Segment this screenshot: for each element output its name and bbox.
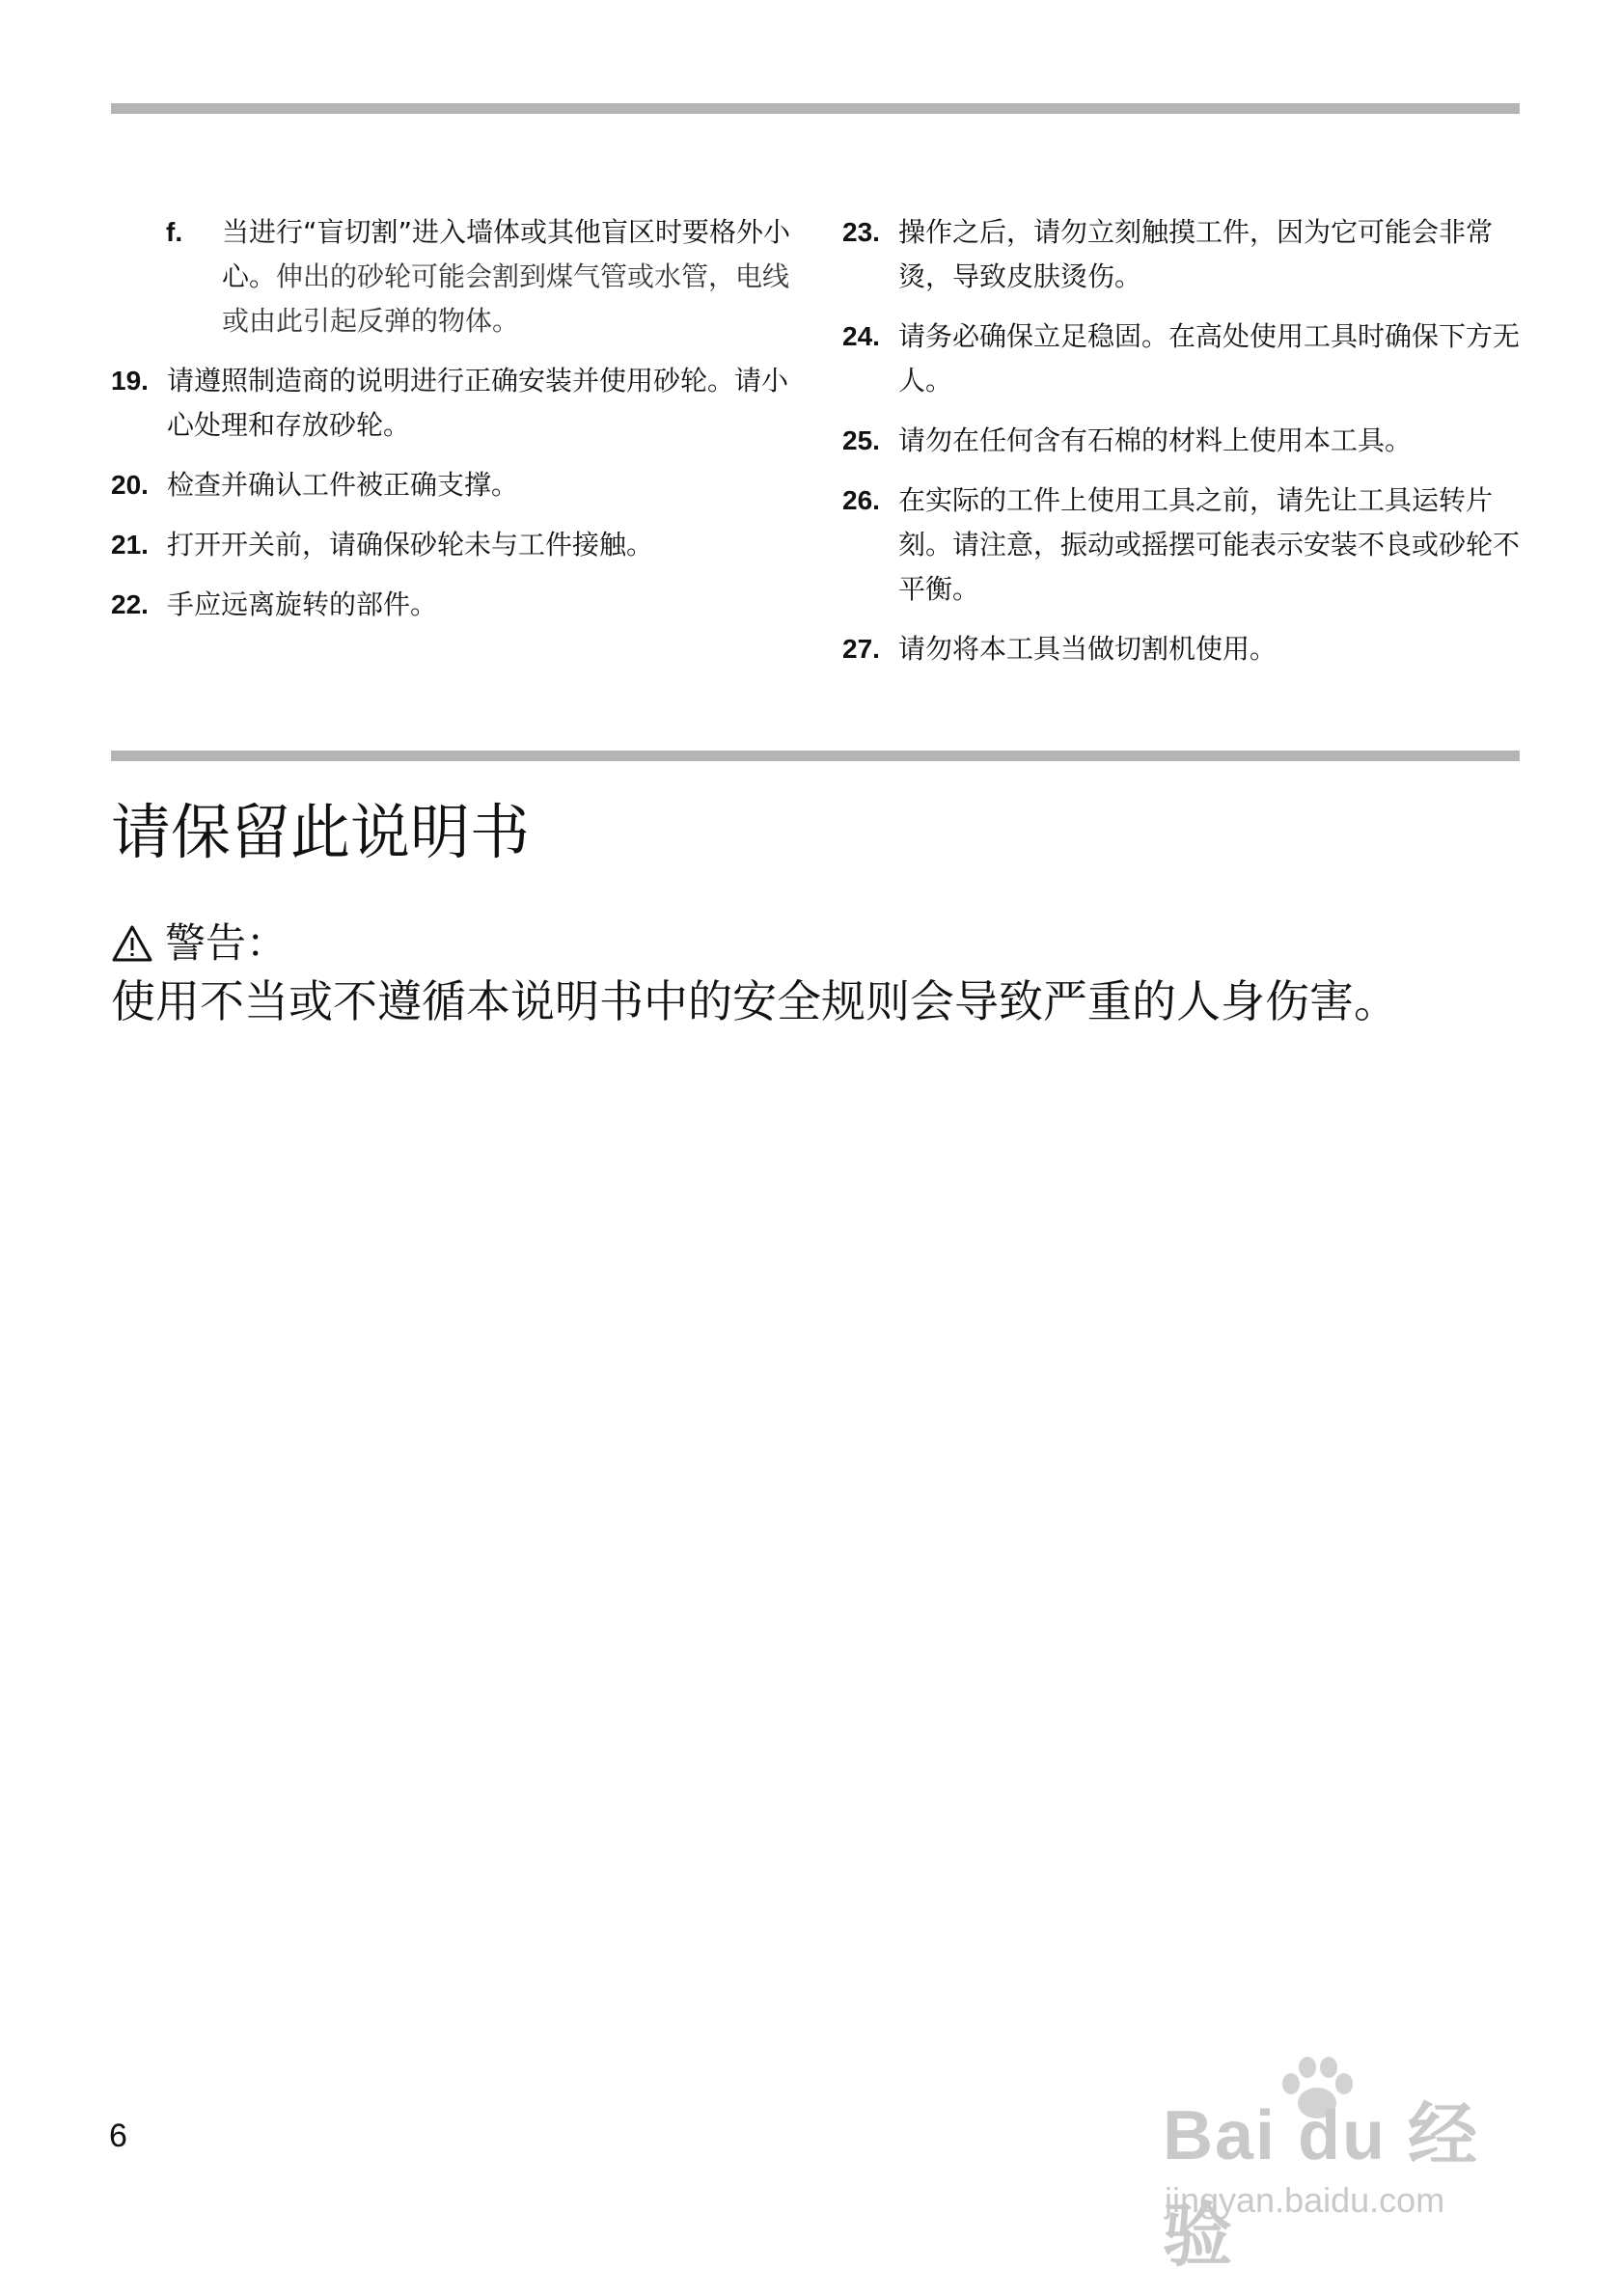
item-text: 检查并确认工件被正确支撑。 xyxy=(167,469,519,501)
list-item xyxy=(842,314,1527,403)
section-heading: 请保留此说明书 xyxy=(111,797,531,867)
watermark-logo: Bai du 经验 xyxy=(1163,2097,1480,2275)
list-item xyxy=(842,627,1527,671)
item-number: 20. xyxy=(111,470,149,500)
item-text: 当进行“盲切割”进入墙体或其他盲区时要格外小心。 xyxy=(222,216,791,292)
item-text: 手应远离旋转的部件。 xyxy=(167,588,438,620)
item-number: 23. xyxy=(842,217,880,247)
section-divider xyxy=(111,751,1520,761)
list-item xyxy=(111,583,796,627)
page-number: 6 xyxy=(109,2118,127,2154)
item-number: 27. xyxy=(842,634,880,664)
item-text: 请勿将本工具当做切割机使用。 xyxy=(898,633,1278,665)
watermark xyxy=(1153,2060,1539,2275)
item-text-secondary: 伸出的砂轮可能会割到煤气管或水管，电线或由此引起反弹的物体。 xyxy=(222,260,790,337)
item-number: 22. xyxy=(111,589,149,619)
warning-label: 警告： xyxy=(165,919,288,967)
item-number: 21. xyxy=(111,530,149,560)
right-column xyxy=(842,210,1527,687)
top-divider xyxy=(111,103,1520,114)
list-item xyxy=(111,359,796,448)
item-text: 请勿在任何含有石棉的材料上使用本工具。 xyxy=(898,424,1413,456)
item-text: 请遵照制造商的说明进行正确安装并使用砂轮。请小心处理和存放砂轮。 xyxy=(167,365,789,441)
watermark-url: jingyan.baidu.com xyxy=(1165,2180,1445,2220)
item-text: 操作之后，请勿立刻触摸工件，因为它可能会非常烫，导致皮肤烫伤。 xyxy=(898,216,1494,292)
item-number: f. xyxy=(166,217,183,247)
list-item xyxy=(111,210,796,343)
list-item xyxy=(842,419,1527,463)
list-item xyxy=(842,478,1527,612)
list-item xyxy=(111,463,796,507)
left-column xyxy=(111,210,796,642)
item-text: 请务必确保立足稳固。在高处使用工具时确保下方无人。 xyxy=(898,320,1521,396)
item-number: 25. xyxy=(842,425,880,455)
warning-title xyxy=(111,916,287,970)
warning-triangle-icon xyxy=(111,924,153,963)
warning-text: 使用不当或不遵循本说明书中的安全规则会导致严重的人身伤害。 xyxy=(111,975,1398,1027)
item-number: 19. xyxy=(111,366,149,396)
item-text: 在实际的工件上使用工具之前，请先让工具运转片刻。请注意，振动或摇摆可能表示安装不良或砂轮不平衡。 xyxy=(898,484,1521,605)
list-item xyxy=(842,210,1527,299)
item-number: 26. xyxy=(842,485,880,515)
list-item xyxy=(111,523,796,567)
item-text: 打开开关前，请确保砂轮未与工件接触。 xyxy=(167,529,654,560)
item-number: 24. xyxy=(842,321,880,351)
